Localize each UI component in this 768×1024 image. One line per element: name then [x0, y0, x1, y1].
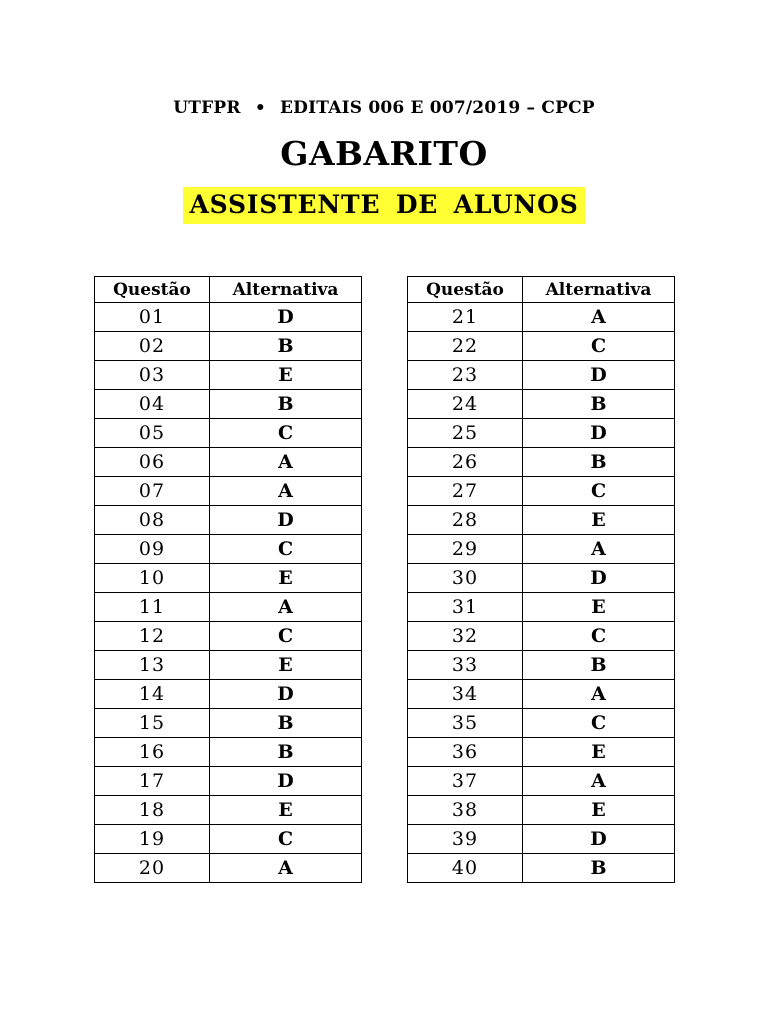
- table-row: [408, 709, 675, 738]
- question-number: 12: [95, 622, 210, 651]
- question-number: 05: [95, 419, 210, 448]
- answer-alternative: A: [523, 680, 675, 709]
- question-number: 24: [408, 390, 523, 419]
- table-row: [95, 622, 362, 651]
- column-header-question: Questão: [95, 277, 210, 303]
- answer-alternative: D: [210, 303, 362, 332]
- answer-alternative: D: [210, 767, 362, 796]
- answer-alternative: A: [210, 854, 362, 883]
- answer-alternative: A: [210, 477, 362, 506]
- column-header-question: Questão: [408, 277, 523, 303]
- answer-alternative: B: [210, 390, 362, 419]
- question-number: 38: [408, 796, 523, 825]
- answer-alternative: C: [210, 825, 362, 854]
- question-number: 14: [95, 680, 210, 709]
- question-number: 22: [408, 332, 523, 361]
- answer-alternative: C: [210, 622, 362, 651]
- table-row: [95, 680, 362, 709]
- table-row: [95, 303, 362, 332]
- answer-alternative: B: [210, 738, 362, 767]
- table-row: [408, 854, 675, 883]
- table-row: [408, 651, 675, 680]
- question-number: 37: [408, 767, 523, 796]
- subtitle-container: [0, 187, 768, 224]
- answer-alternative: A: [523, 767, 675, 796]
- table-row: [408, 448, 675, 477]
- table-row: [408, 477, 675, 506]
- answer-alternative: B: [523, 390, 675, 419]
- answer-alternative: E: [523, 796, 675, 825]
- question-number: 28: [408, 506, 523, 535]
- answer-alternative: C: [523, 622, 675, 651]
- table-row: [95, 796, 362, 825]
- question-number: 15: [95, 709, 210, 738]
- question-number: 32: [408, 622, 523, 651]
- question-number: 18: [95, 796, 210, 825]
- question-number: 17: [95, 767, 210, 796]
- answer-alternative: E: [210, 796, 362, 825]
- question-number: 26: [408, 448, 523, 477]
- answer-alternative: E: [210, 651, 362, 680]
- question-number: 07: [95, 477, 210, 506]
- position-subtitle: ASSISTENTE DE ALUNOS: [183, 187, 584, 224]
- answer-alternative: A: [523, 303, 675, 332]
- table-row: [95, 593, 362, 622]
- table-row: [95, 709, 362, 738]
- table-header-row: [95, 277, 362, 303]
- question-number: 08: [95, 506, 210, 535]
- page-title: GABARITO: [280, 134, 488, 173]
- answer-alternative: A: [210, 593, 362, 622]
- answer-alternative: B: [210, 709, 362, 738]
- question-number: 35: [408, 709, 523, 738]
- answer-alternative: E: [523, 593, 675, 622]
- answer-alternative: C: [210, 419, 362, 448]
- question-number: 29: [408, 535, 523, 564]
- answer-alternative: E: [210, 361, 362, 390]
- table-row: [408, 796, 675, 825]
- question-number: 27: [408, 477, 523, 506]
- answer-alternative: B: [523, 448, 675, 477]
- table-row: [95, 564, 362, 593]
- question-number: 21: [408, 303, 523, 332]
- answer-alternative: B: [523, 854, 675, 883]
- question-number: 33: [408, 651, 523, 680]
- question-number: 19: [95, 825, 210, 854]
- question-number: 01: [95, 303, 210, 332]
- table-row: [95, 738, 362, 767]
- question-number: 36: [408, 738, 523, 767]
- table-row: [408, 419, 675, 448]
- question-number: 40: [408, 854, 523, 883]
- answer-alternative: C: [523, 477, 675, 506]
- column-header-alternative: Alternativa: [523, 277, 675, 303]
- question-number: 20: [95, 854, 210, 883]
- answer-table-right: [407, 276, 675, 883]
- question-number: 06: [95, 448, 210, 477]
- table-row: [95, 854, 362, 883]
- question-number: 09: [95, 535, 210, 564]
- question-number: 39: [408, 825, 523, 854]
- answer-alternative: E: [523, 506, 675, 535]
- table-row: [408, 535, 675, 564]
- question-number: 31: [408, 593, 523, 622]
- table-row: [95, 767, 362, 796]
- question-number: 25: [408, 419, 523, 448]
- table-row: [408, 593, 675, 622]
- answer-alternative: A: [210, 448, 362, 477]
- table-row: [408, 361, 675, 390]
- answer-alternative: B: [523, 651, 675, 680]
- question-number: 16: [95, 738, 210, 767]
- question-number: 13: [95, 651, 210, 680]
- answer-alternative: D: [523, 361, 675, 390]
- answer-alternative: C: [523, 332, 675, 361]
- table-row: [95, 477, 362, 506]
- table-row: [408, 332, 675, 361]
- answer-table-left: [94, 276, 362, 883]
- question-number: 30: [408, 564, 523, 593]
- table-row: [95, 535, 362, 564]
- document-header: [0, 98, 768, 118]
- column-header-alternative: Alternativa: [210, 277, 362, 303]
- table-row: [95, 506, 362, 535]
- table-row: [95, 825, 362, 854]
- question-number: 03: [95, 361, 210, 390]
- table-row: [95, 419, 362, 448]
- answer-alternative: D: [210, 680, 362, 709]
- table-row: [408, 680, 675, 709]
- institution-name: UTFPR: [173, 98, 241, 118]
- answer-alternative: C: [523, 709, 675, 738]
- table-row: [95, 448, 362, 477]
- table-row: [408, 303, 675, 332]
- table-row: [408, 767, 675, 796]
- question-number: 04: [95, 390, 210, 419]
- table-row: [95, 390, 362, 419]
- question-number: 11: [95, 593, 210, 622]
- table-row: [408, 825, 675, 854]
- answer-alternative: E: [210, 564, 362, 593]
- table-row: [408, 390, 675, 419]
- table-row: [408, 506, 675, 535]
- table-header-row: [408, 277, 675, 303]
- answer-alternative: A: [523, 535, 675, 564]
- question-number: 34: [408, 680, 523, 709]
- question-number: 10: [95, 564, 210, 593]
- answer-alternative: C: [210, 535, 362, 564]
- edital-reference: EDITAIS 006 E 007/2019 – CPCP: [280, 98, 595, 118]
- answer-alternative: D: [523, 419, 675, 448]
- answer-alternative: D: [523, 564, 675, 593]
- table-row: [408, 738, 675, 767]
- table-row: [95, 651, 362, 680]
- question-number: 02: [95, 332, 210, 361]
- answer-alternative: D: [210, 506, 362, 535]
- bullet-separator: •: [254, 98, 266, 118]
- table-row: [95, 332, 362, 361]
- question-number: 23: [408, 361, 523, 390]
- answer-alternative: B: [210, 332, 362, 361]
- answer-alternative: E: [523, 738, 675, 767]
- table-row: [408, 564, 675, 593]
- answer-alternative: D: [523, 825, 675, 854]
- table-row: [95, 361, 362, 390]
- table-row: [408, 622, 675, 651]
